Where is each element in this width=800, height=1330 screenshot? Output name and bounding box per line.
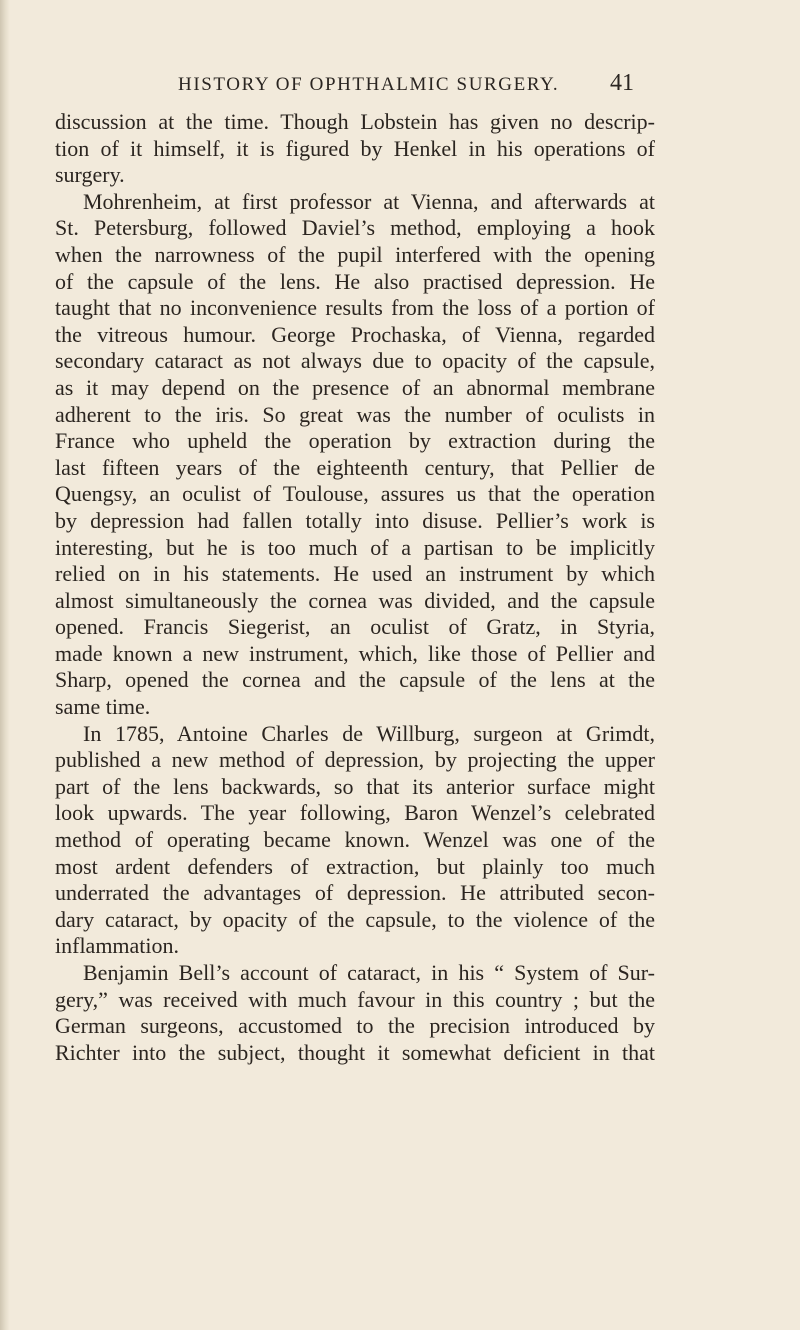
text-line: published a new method of depression, by projecting the upper [55,747,655,773]
text-line: opened. Francis Siegerist, an oculist of Gratz, in Styria, [55,614,655,640]
text-line: underrated the advantages of depression. He attributed secon- [55,880,655,906]
text-line: St. Petersburg, followed Daviel’s method, employing a hook [55,215,655,241]
text-line: the vitreous humour. George Prochaska, of Vienna, regarded [55,321,655,347]
text-line: Benjamin Bell’s account of cataract, in his “ System of Sur- [83,960,655,985]
text-line: Sharp, opened the cornea and the capsule of the lens at the [55,667,655,693]
text-line: part of the lens backwards, so that its anterior surface might [55,773,655,799]
text-line: made known a new instrument, which, like those of Pellier and [55,640,655,666]
text-line: Mohrenheim, at first professor at Vienna, and afterwards at [83,188,655,214]
text-line: Quengsy, an oculist of Toulouse, assures us that the operation [55,481,655,507]
text-line: when the narrowness of the pupil interfered with the opening [55,241,655,267]
text-line: same time. [55,694,151,720]
text-line: almost simultaneously the cornea was divided, and the capsule [55,587,655,613]
text-line: France who upheld the operation by extraction during the [55,428,655,454]
text-line: by depression had fallen totally into disuse. Pellier’s work is [55,507,655,533]
running-title: HISTORY OF OPHTHALMIC SURGERY. [178,74,560,95]
text-line: Richter into the subject, thought it somewhat deficient in that [55,1039,655,1065]
text-line: as it may depend on the presence of an abnormal membrane [55,374,655,400]
text-line: dary cataract, by opacity of the capsule, to the violence of the [55,906,655,932]
text-line: discussion at the time. Though Lobstein has given no descrip- [55,109,655,134]
text-line: look upwards. The year following, Baron Wenzel’s celebrated [55,800,655,826]
text-line: German surgeons, accustomed to the precision introduced by [55,1013,655,1039]
text-line: surgery. [55,162,125,188]
page-number: 41 [610,70,634,96]
body-text [55,109,655,1066]
text-line: gery,” was received with much favour in this country ; but the [55,986,655,1012]
text-line: relied on in his statements. He used an instrument by which [55,561,655,587]
text-line: taught that no inconvenience results from the loss of a portion of [55,295,655,321]
text-line: adherent to the iris. So great was the number of oculists in [55,401,655,427]
text-line: of the capsule of the lens. He also practised depression. He [55,268,655,294]
page-header [0,70,800,104]
text-line: inflammation. [55,933,180,959]
text-line: method of operating became known. Wenzel was one of the [55,827,655,853]
text-line: tion of it himself, it is figured by Henkel in his operations of [55,135,655,161]
text-line: interesting, but he is too much of a partisan to be implicitly [55,534,655,560]
text-line: In 1785, Antoine Charles de Willburg, surgeon at Grimdt, [83,720,655,746]
page-edge [0,0,10,1330]
text-line: secondary cataract as not always due to opacity of the capsule, [55,348,655,374]
text-line: last fifteen years of the eighteenth century, that Pellier de [55,454,655,480]
text-line: most ardent defenders of extraction, but plainly too much [55,853,655,879]
